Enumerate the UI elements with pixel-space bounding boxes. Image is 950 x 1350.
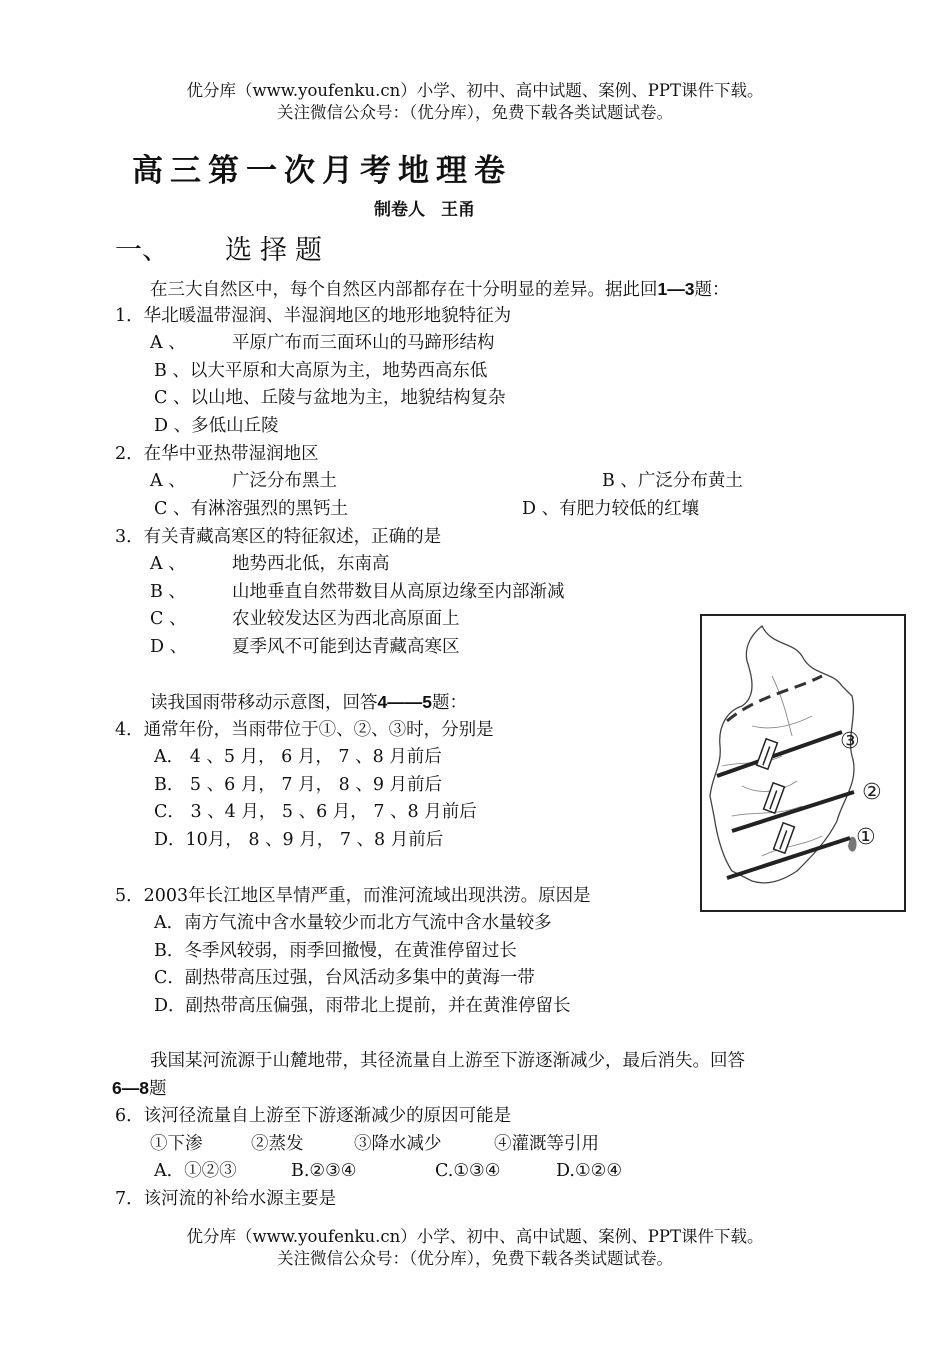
intro-6-8: 我国某河流源于山麓地带，其径流量自上游至下游逐渐减少，最后消失。回答 [150, 1051, 745, 1071]
intro-tail: 题： [694, 280, 730, 300]
q3-option-c [150, 606, 460, 632]
header-line-1: 优分库（www.youfenku.cn）小学、初中、高中试题、案例、PPT课件下载。 [186, 81, 764, 100]
q2-option-a [150, 468, 337, 494]
rain-belt-map [700, 614, 906, 912]
rain-belt-label-2: ② [862, 780, 882, 805]
rain-belt-3 [717, 732, 842, 776]
option-text: 地势西北低，东南高 [232, 554, 390, 574]
option-label: A 、 [150, 333, 186, 353]
movement-arrow-1 [774, 823, 795, 853]
intro-text: 在三大自然区中，每个自然区内部都存在十分明显的差异。据此回 [150, 280, 658, 300]
q6-option-b: B.②③④ [291, 1161, 357, 1181]
page-title: 高三第一次月考地理卷 [132, 153, 512, 189]
q5-option-d: D．副热带高压偏强，雨带北上提前，并在黄淮停留长 [154, 996, 571, 1016]
question-3 [115, 524, 441, 550]
header-line-2: 关注微信公众号：（优分库），免费下载各类试题试卷。 [277, 103, 673, 122]
option-text: 广泛分布黑土 [232, 471, 337, 491]
q6-item-3: ③降水减少 [354, 1134, 442, 1154]
q6-item-2: ②蒸发 [251, 1134, 304, 1154]
option-label: C 、 [150, 609, 187, 629]
option-label: D 、 [150, 637, 188, 657]
intro-tail: 题 [148, 1079, 167, 1099]
question-2 [115, 441, 319, 467]
intro-text: 读我国雨带移动示意图，回答 [150, 693, 378, 713]
q4-option-c: C． 3 、4 月， 5 、6 月， 7 、8 月前后 [154, 802, 477, 822]
question-7 [115, 1186, 336, 1212]
intro-tail: 题： [431, 693, 467, 713]
q1-option-c: C 、以山地、丘陵与盆地为主，地貌结构复杂 [154, 388, 506, 408]
rain-belt-2 [732, 792, 854, 831]
intro-range: 4——5 [377, 692, 432, 712]
question-stem: 该河流的补给水源主要是 [143, 1189, 337, 1209]
q2-option-c: C 、有淋溶强烈的黑钙土 [154, 499, 348, 519]
question-number: 4． [115, 720, 144, 740]
q6-option-c: C.①③④ [435, 1161, 501, 1181]
q2-option-b: B 、广泛分布黄土 [602, 471, 743, 491]
question-1 [115, 303, 511, 329]
question-number: 3． [115, 527, 144, 547]
section-name: 选择题 [225, 235, 330, 266]
question-number: 7． [115, 1189, 144, 1209]
question-stem: 在华中亚热带湿润地区 [143, 444, 319, 464]
q5-option-a: A．南方气流中含水量较少而北方气流中含水量较多 [154, 913, 552, 933]
option-text: 山地垂直自然带数目从高原边缘至内部渐减 [232, 582, 565, 602]
question-stem: 2003年长江地区旱情严重，而淮河流域出现洪涝。原因是 [143, 886, 591, 906]
movement-arrow-2 [764, 783, 785, 813]
author-line [374, 195, 475, 220]
intro-range: 6—8 [112, 1078, 149, 1098]
question-number: 1． [115, 306, 144, 326]
q5-option-c: C．副热带高压过强，台风活动多集中的黄海一带 [154, 968, 535, 988]
q3-option-b [150, 579, 565, 605]
author-label: 制卷人 [374, 200, 425, 220]
question-5 [115, 883, 591, 909]
question-stem: 该河径流量自上游至下游逐渐减少的原因可能是 [143, 1106, 512, 1126]
q2-option-d: D 、有肥力较低的红壤 [522, 499, 700, 519]
question-stem: 有关青藏高寒区的特征叙述，正确的是 [143, 527, 442, 547]
option-label: A 、 [150, 471, 186, 491]
q4-option-d: D．10月， 8 、9 月， 7 、8 月前后 [154, 830, 444, 850]
q4-option-a: A． 4 、5 月， 6 月， 7 、8 月前后 [154, 747, 442, 767]
question-stem: 通常年份，当雨带位于①、②、③时，分别是 [143, 720, 494, 740]
q6-option-a: A．①②③ [154, 1161, 237, 1181]
rain-belt-map-svg [702, 616, 904, 910]
intro-range: 1—3 [657, 279, 695, 299]
footer-line-2: 关注微信公众号：（优分库），免费下载各类试题试卷。 [277, 1249, 673, 1268]
option-label: B 、 [150, 582, 186, 602]
section-heading [115, 228, 330, 267]
q3-option-d [150, 634, 460, 660]
q4-option-b: B． 5 、6 月， 7 月， 8 、9 月前后 [154, 775, 443, 795]
option-label: A 、 [150, 554, 186, 574]
q6-option-d: D.①②④ [556, 1161, 623, 1181]
q1-option-b: B 、以大平原和大高原为主，地势西高东低 [154, 361, 488, 381]
q1-option-a [150, 330, 495, 356]
author-name: 王甬 [441, 200, 475, 220]
intro-4-5 [150, 689, 467, 716]
section-number: 一、 [115, 235, 169, 266]
question-number: 2． [115, 444, 144, 464]
intro-1-3 [150, 276, 729, 303]
q1-option-d: D 、多低山丘陵 [154, 416, 279, 436]
dashed-boundary [727, 676, 822, 721]
question-4 [115, 717, 494, 743]
q6-item-1: ①下渗 [150, 1134, 203, 1154]
option-text: 平原广布而三面环山的马蹄形结构 [232, 333, 495, 353]
q5-option-b: B．冬季风较弱，雨季回撤慢，在黄淮停留过长 [154, 941, 517, 961]
rain-belt-label-1: ① [856, 825, 876, 850]
rain-belt-label-3: ③ [840, 729, 860, 754]
question-6 [115, 1103, 511, 1129]
option-text: 夏季风不可能到达青藏高寒区 [232, 637, 460, 657]
question-number: 6． [115, 1106, 144, 1126]
question-number: 5． [115, 886, 144, 906]
intro-6-8-range [112, 1075, 166, 1102]
q3-option-a [150, 551, 390, 577]
option-text: 农业较发达区为西北高原面上 [232, 609, 460, 629]
footer-line-1: 优分库（www.youfenku.cn）小学、初中、高中试题、案例、PPT课件下载。 [186, 1227, 764, 1246]
q6-item-4: ④灌溉等引用 [494, 1134, 599, 1154]
question-stem: 华北暖温带湿润、半湿润地区的地形地貌特征为 [143, 306, 512, 326]
